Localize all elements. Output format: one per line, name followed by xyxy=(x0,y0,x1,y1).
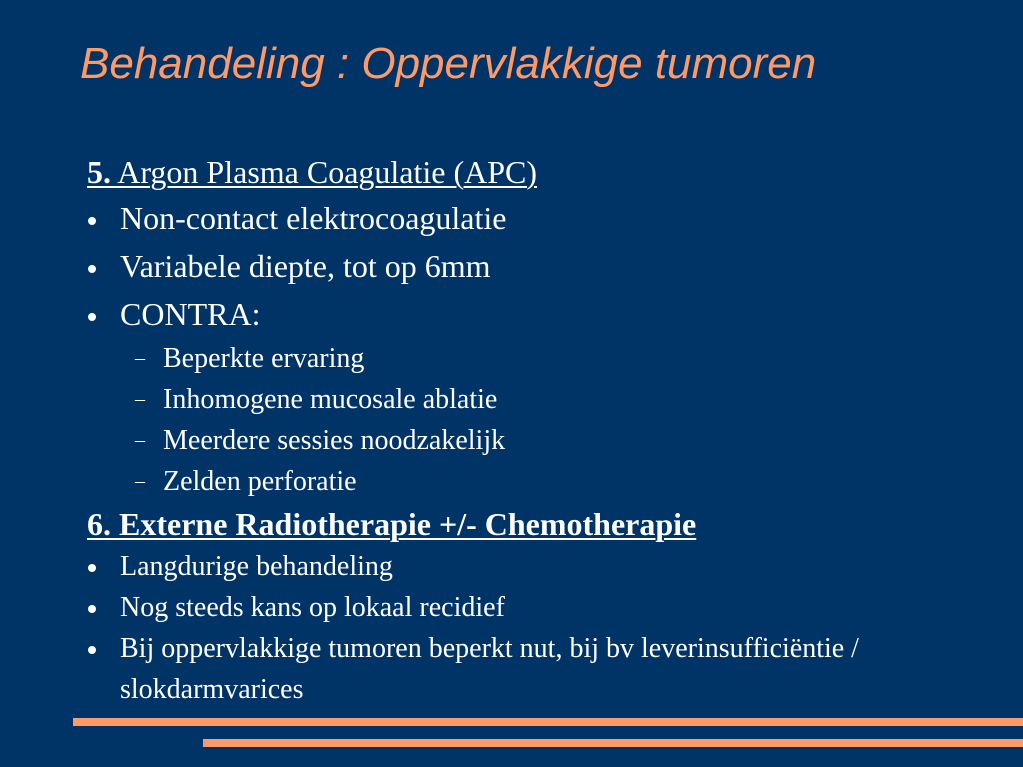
bullet-icon xyxy=(88,313,96,321)
bullet-icon xyxy=(88,605,96,613)
list-item-text: Bij oppervlakkige tumoren beperkt nut, bij bv leverinsufficiëntie / slokdarmvarices xyxy=(120,633,859,705)
bullet-icon xyxy=(88,564,96,572)
section-heading-apc xyxy=(87,150,1007,194)
slide-content xyxy=(87,150,1007,710)
contra-sub-list xyxy=(87,338,1007,502)
list-item-text: Variabele diepte, tot op 6mm xyxy=(120,248,491,284)
sub-list-item xyxy=(87,461,1007,502)
section-heading-text: Argon Plasma Coagulatie (APC) xyxy=(111,154,538,190)
list-item-text: Langdurige behandeling xyxy=(120,551,393,582)
list-item xyxy=(87,290,1007,338)
bullet-icon xyxy=(88,646,96,654)
dash-icon: – xyxy=(135,429,145,451)
list-item xyxy=(87,587,1007,628)
section-number: 5. xyxy=(87,154,111,190)
accent-rule-top xyxy=(73,718,1023,726)
list-item xyxy=(87,242,1007,290)
list-item-text: CONTRA: xyxy=(120,296,261,332)
sub-list-item xyxy=(87,338,1007,379)
list-item-text: Nog steeds kans op lokaal recidief xyxy=(120,592,505,623)
list-item-text: Non-contact elektrocoagulatie xyxy=(120,200,507,236)
dash-icon: – xyxy=(135,347,145,369)
dash-icon: – xyxy=(135,470,145,492)
accent-rule-bottom xyxy=(203,739,1023,747)
bullet-icon xyxy=(88,217,96,225)
sub-list-item-text: Zelden perforatie xyxy=(163,466,357,497)
sub-list-item-text: Beperkte ervaring xyxy=(163,343,365,374)
sub-list-item-text: Meerdere sessies noodzakelijk xyxy=(163,425,506,456)
bullet-icon xyxy=(88,265,96,273)
section-heading-radiotherapy: 6. Externe Radiotherapie +/- Chemotherapie xyxy=(87,506,697,542)
slide-title: Behandeling : Oppervlakkige tumoren xyxy=(80,39,817,88)
apc-bullet-list xyxy=(87,194,1007,338)
sub-list-item-text: Inhomogene mucosale ablatie xyxy=(163,384,498,415)
list-item xyxy=(87,628,1007,710)
dash-icon: – xyxy=(135,388,145,410)
sub-list-item xyxy=(87,379,1007,420)
radiotherapy-bullet-list xyxy=(87,546,1007,710)
list-item xyxy=(87,546,1007,587)
list-item xyxy=(87,194,1007,242)
sub-list-item xyxy=(87,420,1007,461)
